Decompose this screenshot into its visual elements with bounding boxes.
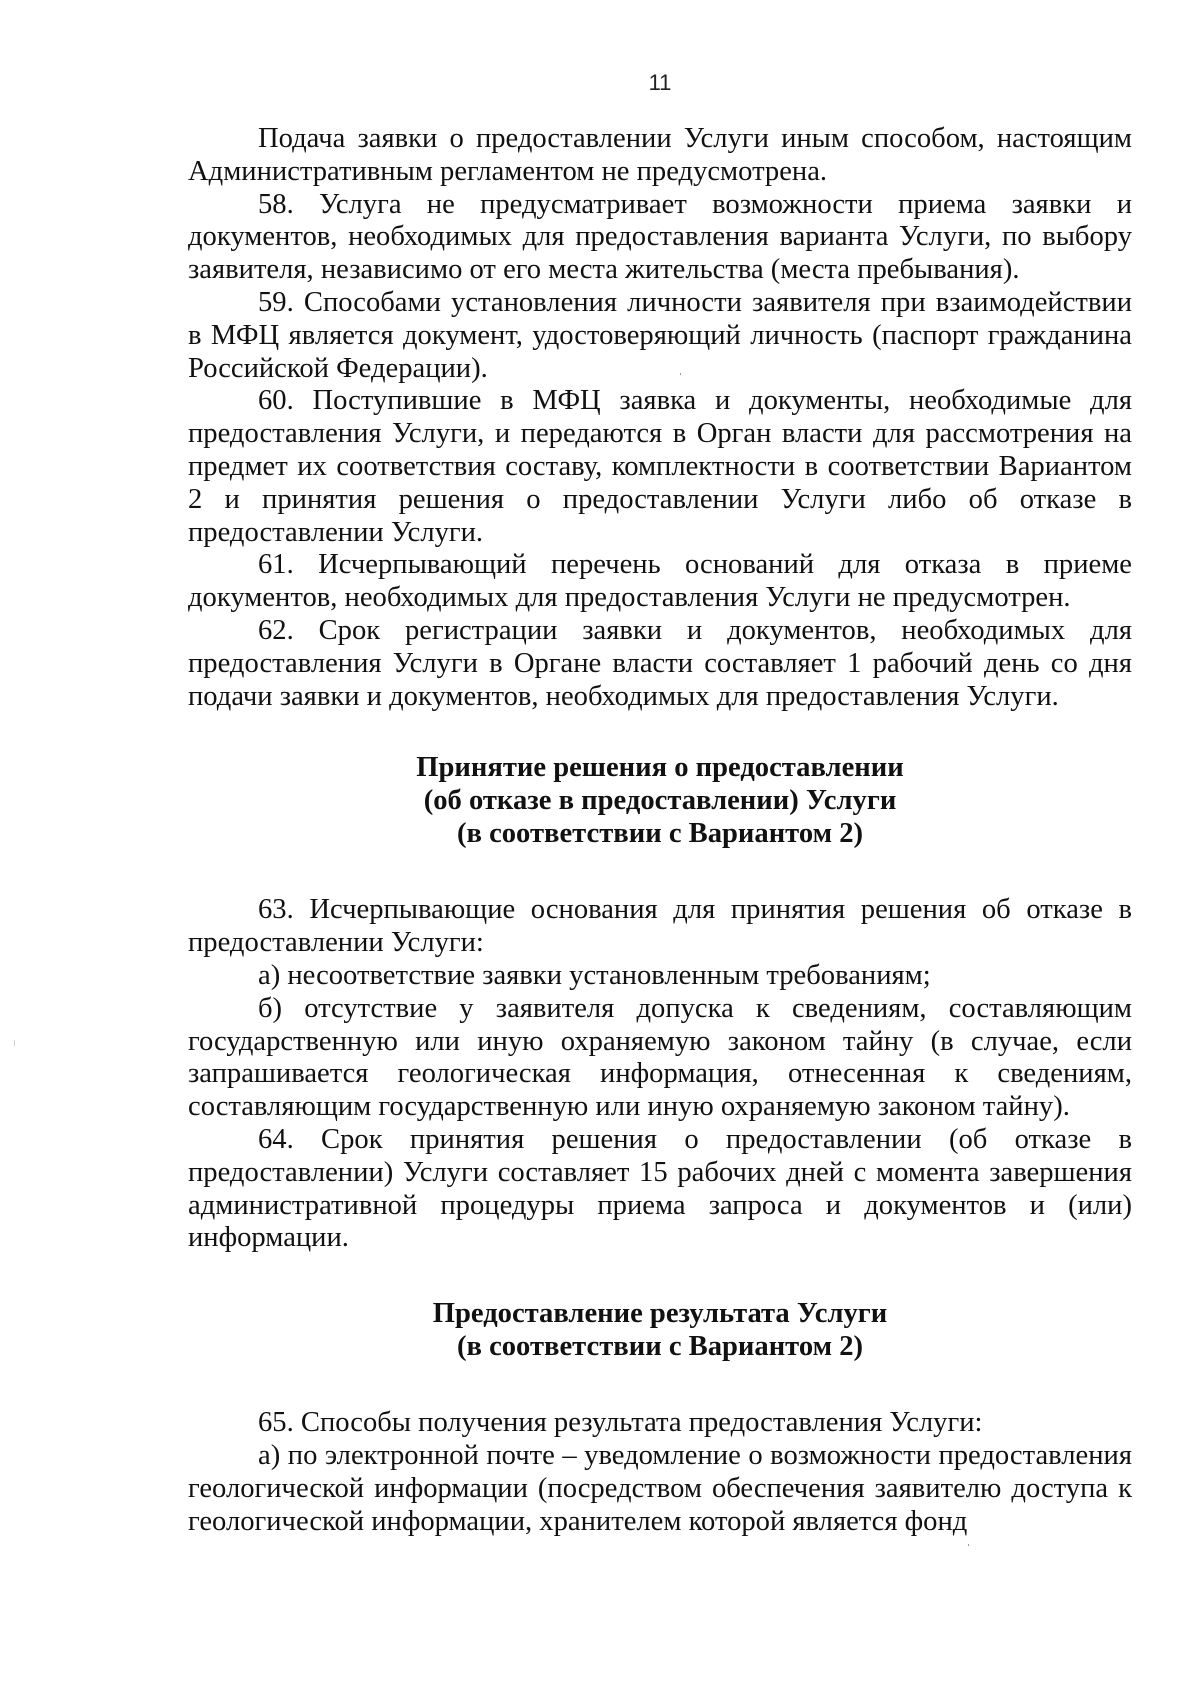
section-heading-result	[188, 1297, 1132, 1363]
heading-line: (об отказе в предоставлении) Услуги	[423, 785, 897, 817]
paragraph-65-a: а) по электронной почте – уведомление о возможности предоставления геологической информации (посредством обеспечения заявителю доступа к геологической информации, хранителем которой является фонд	[188, 1439, 1132, 1537]
heading-line: Принятие решения о предоставлении	[416, 752, 904, 784]
paragraph-60: 60. Поступившие в МФЦ заявка и документы, необходимые для предоставления Услуги, и передаются в Орган власти для рассмотрения на предмет их соответствия составу, комплектности в соответствии Вариантом 2 и принятия решения о предоставлении Услуги либо об отказе в предоставлении Услуги.	[188, 385, 1132, 548]
section-heading-decision	[188, 751, 1132, 850]
heading-line: (в соответствии с Вариантом 2)	[456, 818, 864, 850]
paragraph-submission-method: Подача заявки о предоставлении Услуги иным способом, настоящим Административным регламентом не предусмотрена.	[188, 123, 1132, 187]
paragraph-63-a: а) несоответствие заявки установленным требованиям;	[258, 959, 931, 991]
heading-line: (в соответствии с Вариантом 2)	[456, 1331, 864, 1363]
scan-speck	[14, 1040, 15, 1046]
paragraph-61: 61. Исчерпывающий перечень оснований для отказа в приеме документов, необходимых для предоставления Услуги не предусмотрен.	[188, 549, 1132, 614]
scan-speck	[968, 1544, 969, 1546]
paragraph-64: 64. Срок принятия решения о предоставлении (об отказе в предоставлении) Услуги составляет 15 рабочих дней с момента завершения административной процедуры приема запроса и документов и (или) информации.	[188, 1123, 1132, 1254]
paragraph-58: 58. Услуга не предусматривает возможности приема заявки и документов, необходимых для предоставления варианта Услуги, по выбору заявителя, независимо от его места жительства (места пребывания).	[188, 188, 1132, 286]
paragraph-63-b: б) отсутствие у заявителя допуска к сведениям, составляющим государственную или иную охраняемую законом тайну (в случае, если запрашивается геологическая информация, отнесенная к сведениям, составляющим государственную или иную охраняемую законом тайну).	[188, 992, 1132, 1123]
page-number: 11	[648, 70, 672, 95]
paragraph-63: 63. Исчерпывающие основания для принятия решения об отказе в предоставлении Услуги:	[188, 894, 1132, 959]
paragraph-65: 65. Способы получения результата предоставления Услуги:	[258, 1407, 983, 1439]
paragraph-62: 62. Срок регистрации заявки и документов, необходимых для предоставления Услуги в Органе власти составляет 1 рабочий день со дня подачи заявки и документов, необходимых для предоставления Услуги.	[188, 614, 1132, 712]
heading-line: Предоставление результата Услуги	[432, 1298, 888, 1330]
paragraph-59: 59. Способами установления личности заявителя при взаимодействии в МФЦ является документ, удостоверяющий личность (паспорт гражданина Российской Федерации).	[188, 286, 1132, 384]
document-body	[188, 123, 1132, 1538]
scan-speck	[680, 373, 681, 375]
